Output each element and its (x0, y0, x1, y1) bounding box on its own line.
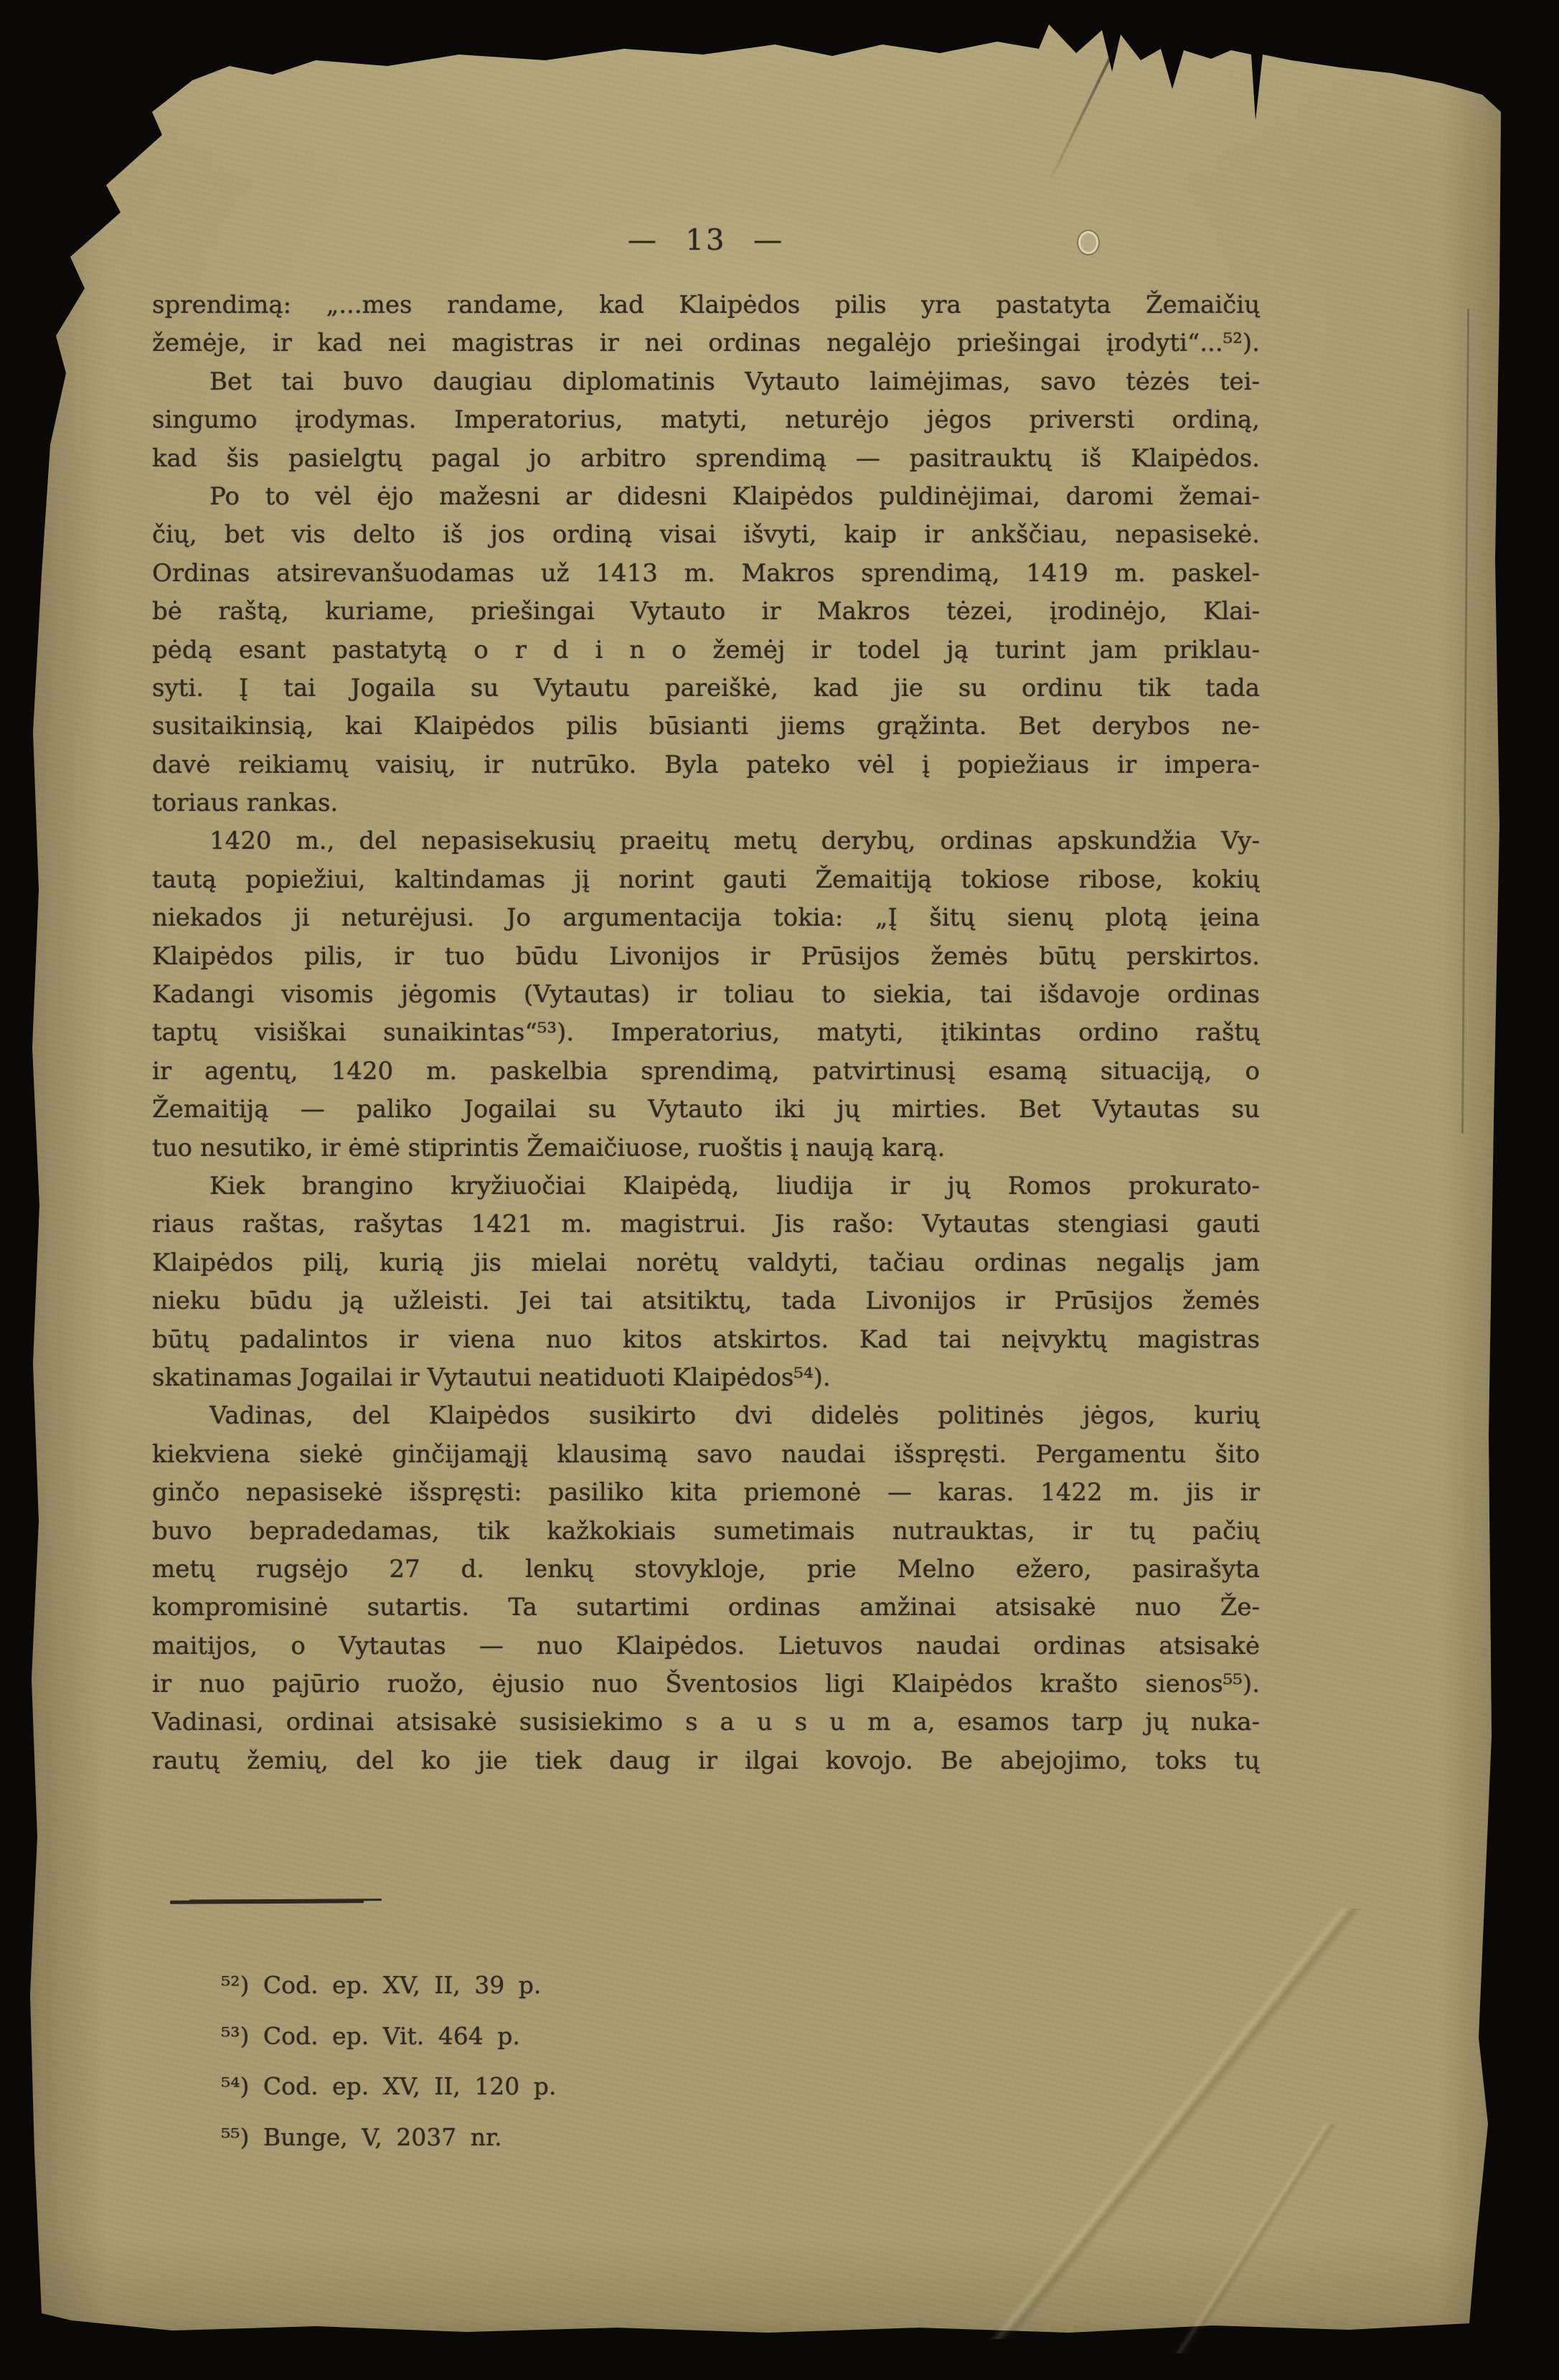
page-number: — 13 — (627, 224, 785, 257)
text-line: riaus raštas, rašytas 1421 m. magistrui. Jis rašo: Vytautas stengiasi gauti (152, 1210, 1260, 1239)
body-text (152, 286, 1260, 1780)
body-lines (152, 286, 1260, 1780)
text-line: singumo įrodymas. Imperatorius, matyti, neturėjo jėgos priversti ordiną, (152, 405, 1260, 435)
footnotes (221, 1960, 1082, 2163)
text-line: buvo bepradedamas, tik kažkokiais sumetimais nutrauktas, ir tų pačių (152, 1516, 1260, 1546)
text-line: kad šis pasielgtų pagal jo arbitro sprendimą — pasitrauktų iš Klaipėdos. (152, 443, 1260, 473)
text-line: maitijos, o Vytautas — nuo Klaipėdos. Lietuvos naudai ordinas atsisakė (152, 1631, 1260, 1660)
text-line: bė raštą, kuriame, priešingai Vytauto ir Makros tėzei, įrodinėjo, Klai- (152, 597, 1260, 626)
text-line: žemėje, ir kad nei magistras ir nei ordinas negalėjo priešingai įrodyti“...⁵²). (152, 329, 1260, 358)
text-line: taptų visiškai sunaikintas“⁵³). Imperatorius, matyti, įtikintas ordino raštų (152, 1018, 1260, 1048)
text-line: syti. Į tai Jogaila su Vytautu pareiškė, kad jie su ordinu tik tada (152, 673, 1260, 702)
text-line: kompromisinė sutartis. Ta sutartimi ordinas amžinai atsisakė nuo Že- (152, 1593, 1260, 1622)
text-line: ir nuo pajūrio ruožo, ėjusio nuo Šventosios ligi Klaipėdos krašto sienos⁵⁵). (152, 1670, 1260, 1699)
text-line: ginčo nepasisekė išspręsti: pasiliko kita priemonė — karas. 1422 m. jis ir (152, 1478, 1260, 1508)
text-line: Žemaitiją — paliko Jogailai su Vytauto iki jų mirties. Bet Vytautas su (152, 1095, 1260, 1124)
text-line: Bet tai buvo daugiau diplomatinis Vytauto laimėjimas, savo tėzės tei- (209, 367, 1260, 396)
footnote-line: ⁵³) Cod. ep. Vit. 464 p. (221, 2021, 520, 2050)
text-line: pėdą esant pastatytą o r d i n o žemėj ir todel ją turint jam priklau- (152, 635, 1260, 664)
text-line: nieku būdu ją užleisti. Jei tai atsitiktų, tada Livonijos ir Prūsijos žemės (152, 1287, 1260, 1316)
text-line: Kadangi visomis jėgomis (Vytautas) ir toliau to siekia, tai išdavoje ordinas (152, 980, 1260, 1010)
text-line: toriaus rankas. (152, 789, 339, 818)
text-line: Vadinasi, ordinai atsisakė susisiekimo s a u s u m a, esamos tarp jų nuka- (152, 1708, 1260, 1737)
text-line: metų rugsėjo 27 d. lenkų stovykloje, prie Melno ežero, pasirašyta (152, 1554, 1260, 1584)
footnote-line: ⁵⁵) Bunge, V, 2037 nr. (221, 2122, 502, 2151)
text-line: Po to vėl ėjo mažesni ar didesni Klaipėdos puldinėjimai, daromi žemai- (209, 481, 1260, 511)
text-line: Klaipėdos pilį, kurią jis mielai norėtų valdyti, tačiau ordinas negalįs jam (152, 1248, 1260, 1277)
footnote-line: ⁵⁴) Cod. ep. XV, II, 120 p. (221, 2072, 557, 2100)
text-line: sprendimą: „...mes randame, kad Klaipėdos pilis yra pastatyta Žemaičių (152, 291, 1260, 319)
text-line: tautą popiežiui, kaltindamas jį norint gauti Žemaitiją tokiose ribose, kokių (152, 865, 1260, 894)
text-line: Klaipėdos pilis, ir tuo būdu Livonijos ir Prūsijos žemės būtų perskirtos. (152, 941, 1260, 971)
text-line: 1420 m., del nepasisekusių praeitų metų derybų, ordinas apskundžia Vy- (209, 827, 1260, 856)
footnote-line: ⁵²) Cod. ep. XV, II, 39 p. (221, 1971, 542, 1999)
text-line: Ordinas atsirevanšuodamas už 1413 m. Makros sprendimą, 1419 m. paskel- (152, 558, 1260, 588)
text-line: niekados ji neturėjusi. Jo argumentacija tokia: „Į šitų sienų plotą įeina (152, 903, 1260, 933)
text-line: skatinamas Jogailai ir Vytautui neatiduoti Klaipėdos⁵⁴). (152, 1363, 831, 1392)
text-line: tuo nesutiko, ir ėmė stiprintis Žemaičiuose, ruoštis į naują karą. (152, 1133, 946, 1162)
text-line: čių, bet vis delto iš jos ordiną visai išvyti, kaip ir ankščiau, nepasisekė. (152, 520, 1260, 550)
text-line: rautų žemių, del ko jie tiek daug ir ilgai kovojo. Be abejojimo, toks tų (152, 1746, 1260, 1775)
text-line: kiekviena siekė ginčijamąjį klausimą savo naudai išspręsti. Pergamentu šito (152, 1439, 1260, 1469)
text-line: susitaikinsią, kai Klaipėdos pilis būsianti jiems grąžinta. Bet derybos ne- (152, 712, 1260, 741)
text-line: ir agentų, 1420 m. paskelbia sprendimą, patvirtinusį esamą situaciją, o (152, 1056, 1260, 1086)
text-line: Kiek brangino kryžiuočiai Klaipėdą, liudija ir jų Romos prokurato- (209, 1171, 1260, 1200)
text-line: būtų padalintos ir viena nuo kitos atskirtos. Kad tai neįvyktų magistras (152, 1325, 1260, 1354)
footnote-list (221, 1960, 1082, 2163)
paper-fold-crease (1019, 2124, 1492, 2353)
text-line: Vadinas, del Klaipėdos susikirto dvi didelės politinės jėgos, kurių (209, 1401, 1260, 1431)
text-line: davė reikiamų vaisių, ir nutrūko. Byla pateko vėl į popiežiaus ir impera- (152, 750, 1260, 779)
